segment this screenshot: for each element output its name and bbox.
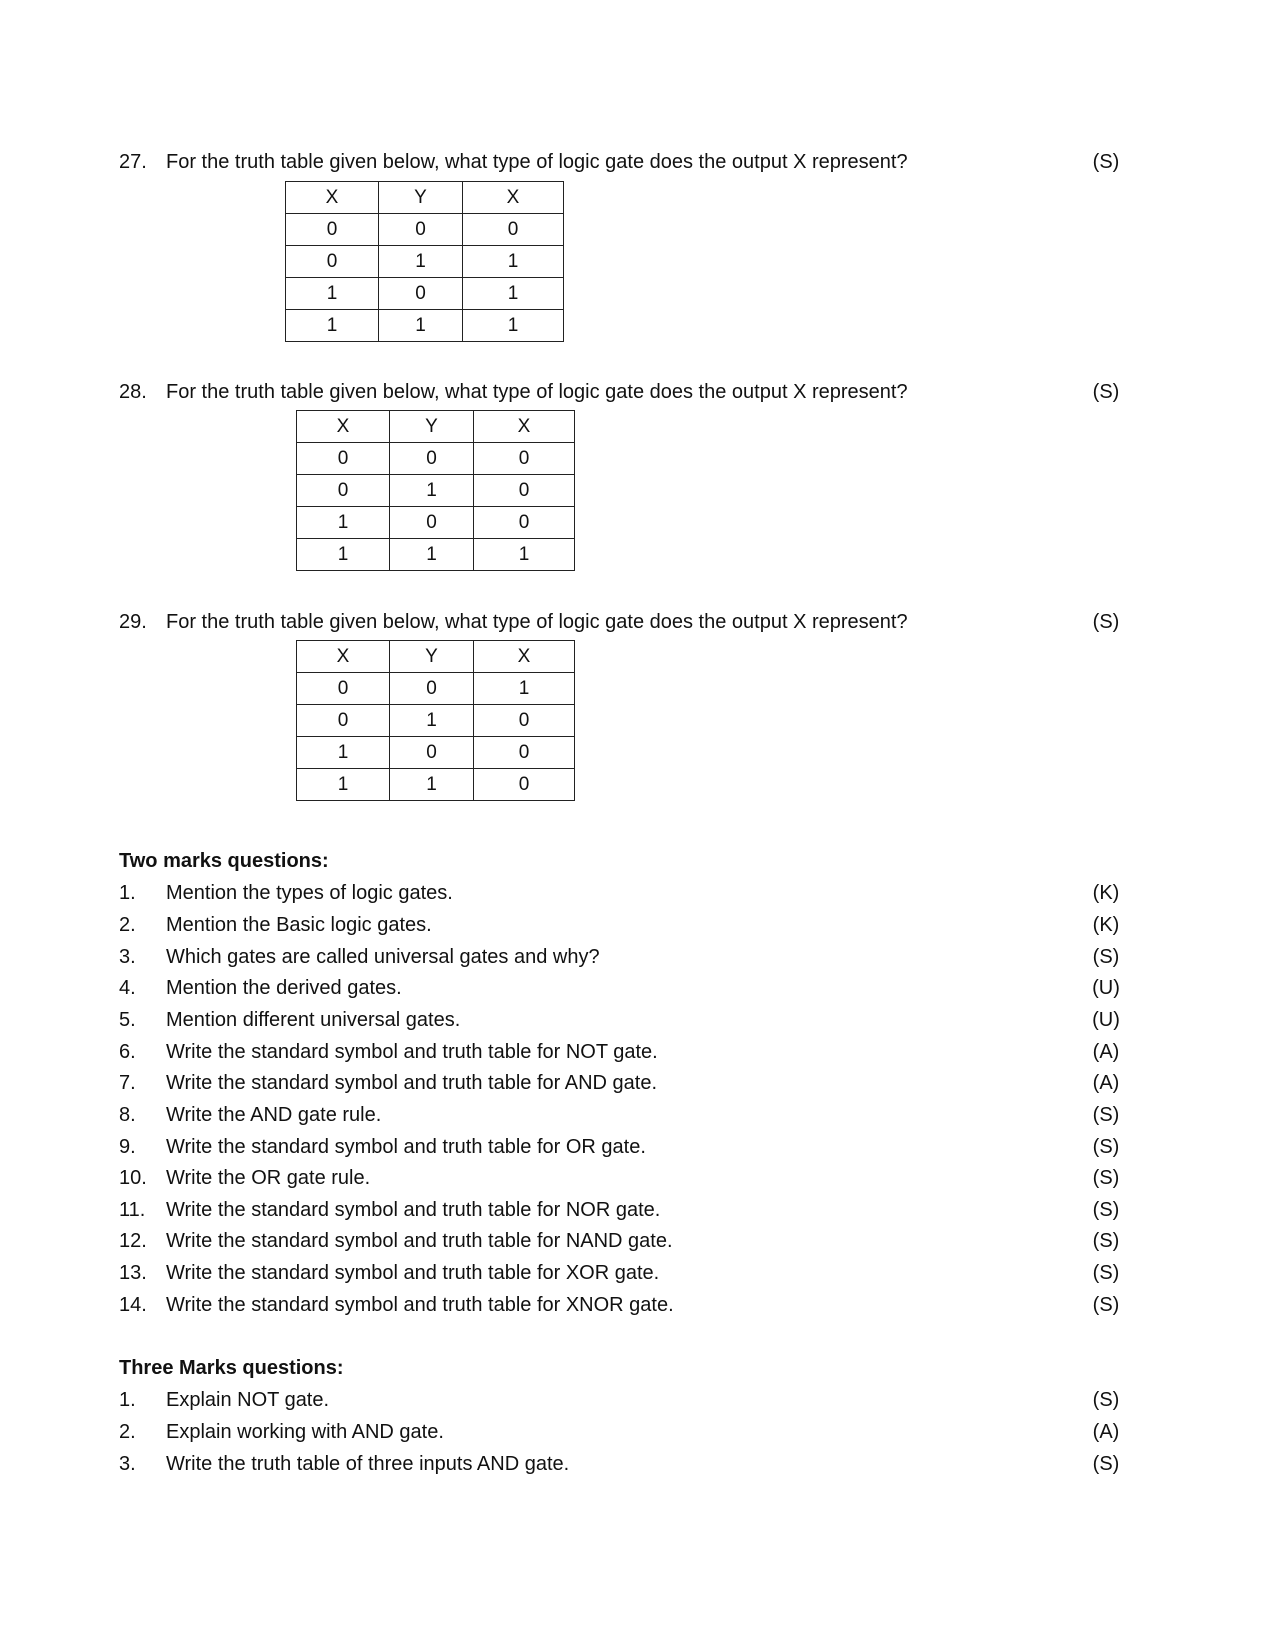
list-item bbox=[119, 943, 1121, 971]
item-mark: (A) bbox=[1092, 1072, 1120, 1094]
item-mark: (S) bbox=[1092, 1262, 1120, 1284]
list-item bbox=[119, 1259, 1121, 1287]
item-text: Mention the types of logic gates. bbox=[166, 882, 453, 904]
item-text: Write the standard symbol and truth table for NOT gate. bbox=[166, 1041, 658, 1063]
section-heading-three-marks: Three Marks questions: bbox=[119, 1357, 344, 1379]
table-cell: 1 bbox=[297, 539, 390, 571]
item-number: 12. bbox=[119, 1230, 147, 1252]
question-text: For the truth table given below, what type of logic gate does the output X represent? bbox=[166, 381, 908, 403]
item-text: Mention different universal gates. bbox=[166, 1009, 461, 1031]
table-header-row bbox=[297, 641, 575, 673]
question-28 bbox=[119, 378, 1121, 406]
item-mark: (U) bbox=[1092, 977, 1120, 999]
table-row bbox=[286, 278, 564, 310]
item-text: Write the standard symbol and truth table for XNOR gate. bbox=[166, 1294, 674, 1316]
table-row bbox=[297, 539, 575, 571]
item-mark: (S) bbox=[1092, 946, 1120, 968]
table-row bbox=[286, 246, 564, 278]
table-cell: 0 bbox=[286, 246, 379, 278]
table-cell: 1 bbox=[297, 507, 390, 539]
item-number: 4. bbox=[119, 977, 136, 999]
item-text: Write the truth table of three inputs AND gate. bbox=[166, 1453, 570, 1475]
question-mark: (S) bbox=[1092, 611, 1120, 633]
item-number: 1. bbox=[119, 882, 136, 904]
table-cell: 1 bbox=[390, 475, 474, 507]
list-item bbox=[119, 911, 1121, 939]
list-item bbox=[119, 1227, 1121, 1255]
item-mark: (U) bbox=[1092, 1009, 1120, 1031]
item-number: 11. bbox=[119, 1199, 146, 1221]
list-item bbox=[119, 1450, 1121, 1478]
table-row bbox=[297, 737, 575, 769]
item-mark: (S) bbox=[1092, 1136, 1120, 1158]
table-header-row bbox=[297, 411, 575, 443]
list-item bbox=[119, 1386, 1121, 1414]
question-text: For the truth table given below, what type of logic gate does the output X represent? bbox=[166, 611, 908, 633]
table-cell: X bbox=[474, 641, 575, 673]
table-cell: X bbox=[286, 182, 379, 214]
table-cell: X bbox=[297, 411, 390, 443]
item-number: 13. bbox=[119, 1262, 147, 1284]
item-number: 3. bbox=[119, 946, 136, 968]
table-cell: 0 bbox=[379, 278, 463, 310]
table-cell: 0 bbox=[390, 507, 474, 539]
item-text: Explain working with AND gate. bbox=[166, 1421, 444, 1443]
table-cell: Y bbox=[379, 182, 463, 214]
table-cell: 1 bbox=[463, 310, 564, 342]
item-number: 1. bbox=[119, 1389, 136, 1411]
item-text: Which gates are called universal gates and why? bbox=[166, 946, 600, 968]
item-mark: (A) bbox=[1092, 1041, 1120, 1063]
question-text: For the truth table given below, what type of logic gate does the output X represent? bbox=[166, 151, 908, 173]
table-row bbox=[297, 475, 575, 507]
truth-table-27 bbox=[285, 181, 564, 342]
table-row bbox=[297, 769, 575, 801]
item-text: Write the standard symbol and truth table for XOR gate. bbox=[166, 1262, 660, 1284]
item-text: Explain NOT gate. bbox=[166, 1389, 330, 1411]
table-cell: 0 bbox=[474, 769, 575, 801]
question-number: 28. bbox=[119, 381, 147, 403]
item-number: 2. bbox=[119, 914, 136, 936]
item-text: Write the standard symbol and truth table for AND gate. bbox=[166, 1072, 657, 1094]
table-cell: 0 bbox=[474, 443, 575, 475]
list-item bbox=[119, 1418, 1121, 1446]
question-mark: (S) bbox=[1092, 151, 1120, 173]
question-27 bbox=[119, 148, 1121, 176]
item-mark: (S) bbox=[1092, 1294, 1120, 1316]
question-number: 27. bbox=[119, 151, 147, 173]
table-cell: 0 bbox=[379, 214, 463, 246]
table-cell: 1 bbox=[286, 278, 379, 310]
table-cell: 0 bbox=[297, 673, 390, 705]
item-mark: (S) bbox=[1092, 1389, 1120, 1411]
item-text: Write the OR gate rule. bbox=[166, 1167, 371, 1189]
item-text: Write the standard symbol and truth table for OR gate. bbox=[166, 1136, 646, 1158]
item-number: 14. bbox=[119, 1294, 147, 1316]
list-item bbox=[119, 974, 1121, 1002]
table-cell: 1 bbox=[286, 310, 379, 342]
table-cell: 0 bbox=[390, 737, 474, 769]
truth-table-29 bbox=[296, 640, 575, 801]
table-cell: 0 bbox=[286, 214, 379, 246]
table-cell: 0 bbox=[297, 705, 390, 737]
item-number: 10. bbox=[119, 1167, 147, 1189]
table-cell: 1 bbox=[297, 737, 390, 769]
table-cell: 1 bbox=[463, 278, 564, 310]
section-heading-two-marks: Two marks questions: bbox=[119, 850, 329, 872]
item-number: 6. bbox=[119, 1041, 136, 1063]
question-mark: (S) bbox=[1092, 381, 1120, 403]
table-cell: 0 bbox=[474, 507, 575, 539]
table-row bbox=[297, 443, 575, 475]
table-row bbox=[286, 310, 564, 342]
list-item bbox=[119, 1133, 1121, 1161]
item-mark: (S) bbox=[1092, 1199, 1120, 1221]
question-29 bbox=[119, 608, 1121, 636]
table-cell: 1 bbox=[379, 310, 463, 342]
question-number: 29. bbox=[119, 611, 147, 633]
item-text: Mention the Basic logic gates. bbox=[166, 914, 432, 936]
table-row bbox=[297, 705, 575, 737]
list-item bbox=[119, 1038, 1121, 1066]
table-cell: 1 bbox=[297, 769, 390, 801]
table-cell: 1 bbox=[379, 246, 463, 278]
table-cell: 1 bbox=[463, 246, 564, 278]
list-item bbox=[119, 1196, 1121, 1224]
list-item bbox=[119, 1006, 1121, 1034]
table-cell: 0 bbox=[474, 705, 575, 737]
item-text: Write the AND gate rule. bbox=[166, 1104, 382, 1126]
table-cell: 0 bbox=[463, 214, 564, 246]
table-cell: 1 bbox=[390, 705, 474, 737]
table-cell: 0 bbox=[390, 443, 474, 475]
item-mark: (S) bbox=[1092, 1167, 1120, 1189]
list-item bbox=[119, 1164, 1121, 1192]
item-mark: (S) bbox=[1092, 1453, 1120, 1475]
table-row bbox=[297, 507, 575, 539]
table-cell: 1 bbox=[390, 539, 474, 571]
item-number: 8. bbox=[119, 1104, 136, 1126]
item-number: 7. bbox=[119, 1072, 136, 1094]
table-row bbox=[286, 214, 564, 246]
item-number: 3. bbox=[119, 1453, 136, 1475]
item-number: 5. bbox=[119, 1009, 136, 1031]
item-text: Write the standard symbol and truth table for NOR gate. bbox=[166, 1199, 661, 1221]
table-cell: 0 bbox=[297, 443, 390, 475]
table-cell: X bbox=[297, 641, 390, 673]
item-number: 2. bbox=[119, 1421, 136, 1443]
table-cell: 0 bbox=[474, 737, 575, 769]
item-text: Write the standard symbol and truth table for NAND gate. bbox=[166, 1230, 673, 1252]
list-item bbox=[119, 1291, 1121, 1319]
list-item bbox=[119, 1101, 1121, 1129]
item-number: 9. bbox=[119, 1136, 136, 1158]
item-text: Mention the derived gates. bbox=[166, 977, 402, 999]
list-item bbox=[119, 1069, 1121, 1097]
list-item bbox=[119, 879, 1121, 907]
item-mark: (S) bbox=[1092, 1230, 1120, 1252]
table-cell: 1 bbox=[390, 769, 474, 801]
table-cell: 1 bbox=[474, 539, 575, 571]
table-cell: 1 bbox=[474, 673, 575, 705]
table-row bbox=[297, 673, 575, 705]
table-cell: 0 bbox=[297, 475, 390, 507]
item-mark: (K) bbox=[1092, 882, 1120, 904]
table-cell: X bbox=[474, 411, 575, 443]
truth-table-28 bbox=[296, 410, 575, 571]
item-mark: (S) bbox=[1092, 1104, 1120, 1126]
table-header-row bbox=[286, 182, 564, 214]
table-cell: X bbox=[463, 182, 564, 214]
table-cell: 0 bbox=[474, 475, 575, 507]
table-cell: Y bbox=[390, 641, 474, 673]
item-mark: (A) bbox=[1092, 1421, 1120, 1443]
item-mark: (K) bbox=[1092, 914, 1120, 936]
table-cell: Y bbox=[390, 411, 474, 443]
table-cell: 0 bbox=[390, 673, 474, 705]
